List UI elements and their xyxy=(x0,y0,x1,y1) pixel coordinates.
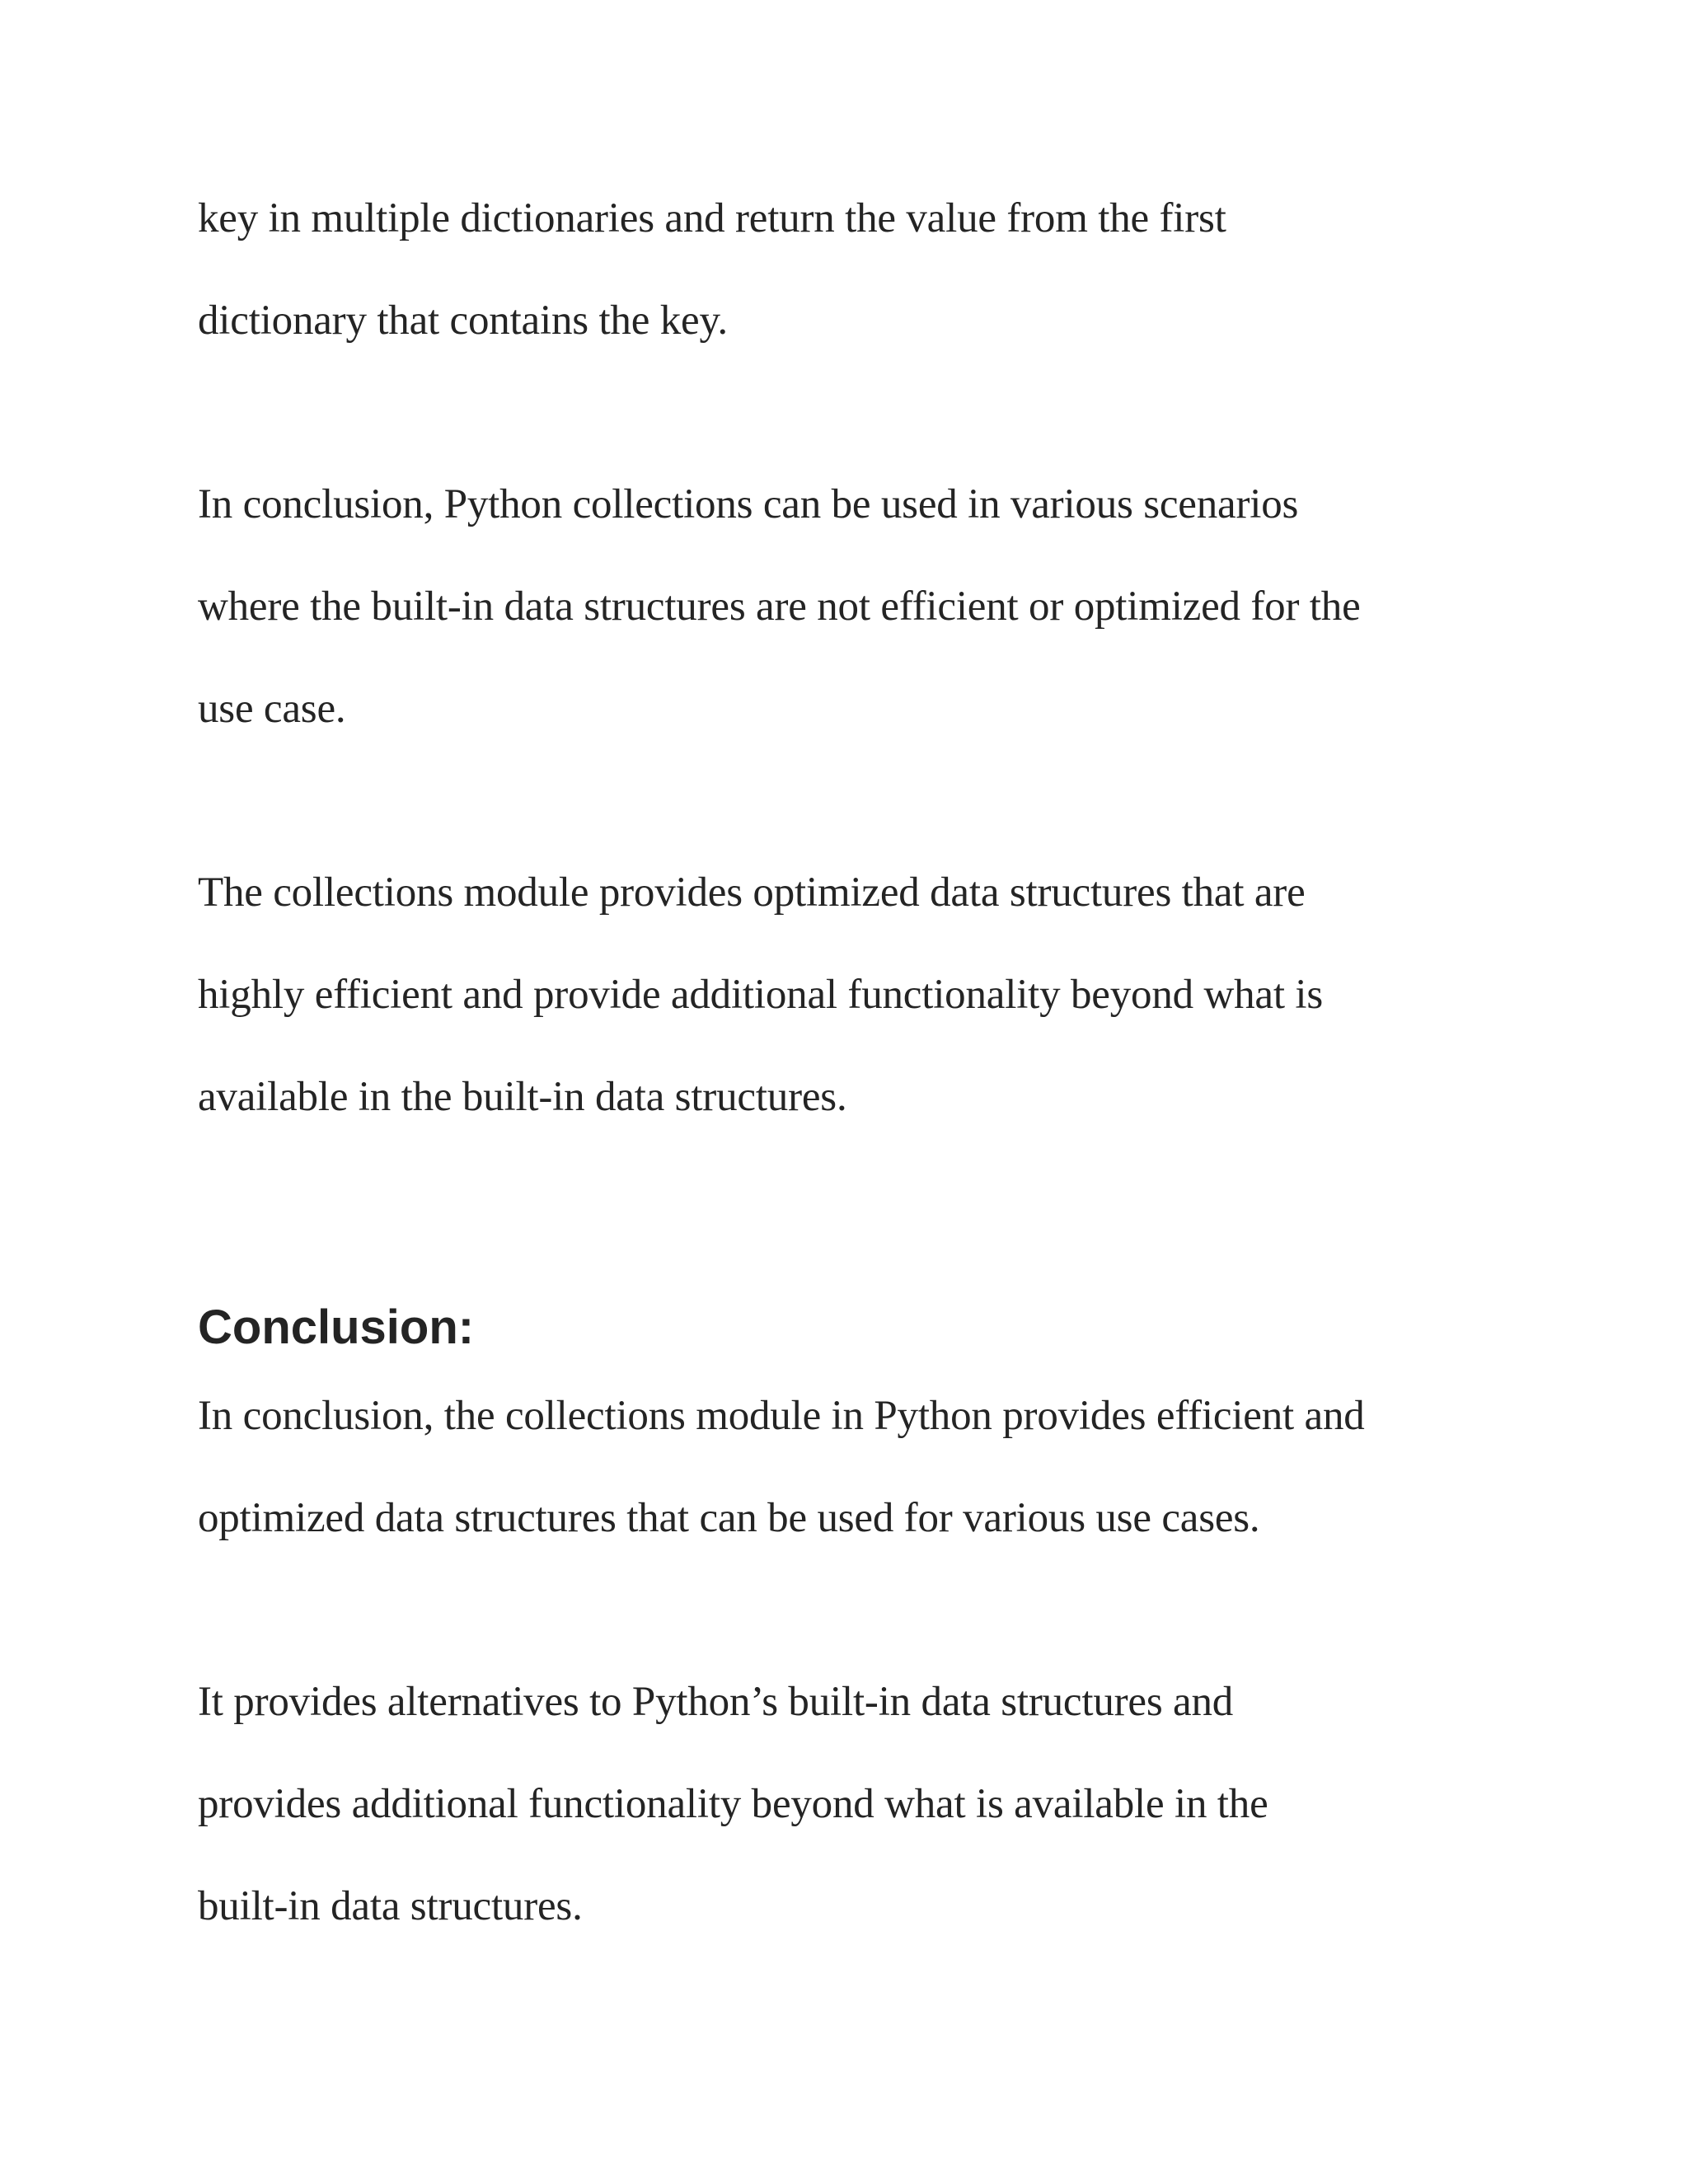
text-line: key in multiple dictionaries and return the value from the first xyxy=(198,195,1226,241)
text-line: The collections module provides optimized data structures that are xyxy=(198,869,1306,916)
text-line: provides additional functionality beyond what is available in the xyxy=(198,1781,1268,1827)
text-line: where the built-in data structures are not efficient or optimized for the xyxy=(198,583,1361,630)
text-line: available in the built-in data structures. xyxy=(198,1074,847,1120)
text-line: use case. xyxy=(198,686,346,732)
text-line: In conclusion, the collections module in Python provides efficient and xyxy=(198,1393,1365,1439)
text-line: highly efficient and provide additional functionality beyond what is xyxy=(198,972,1323,1018)
text-line: built-in data structures. xyxy=(198,1883,583,1929)
text-line: In conclusion, Python collections can be used in various scenarios xyxy=(198,481,1299,527)
text-line: It provides alternatives to Python’s built-in data structures and xyxy=(198,1679,1234,1725)
text-line: optimized data structures that can be used for various use cases. xyxy=(198,1495,1260,1541)
section-heading: Conclusion: xyxy=(198,1301,475,1354)
text-line: dictionary that contains the key. xyxy=(198,298,728,344)
